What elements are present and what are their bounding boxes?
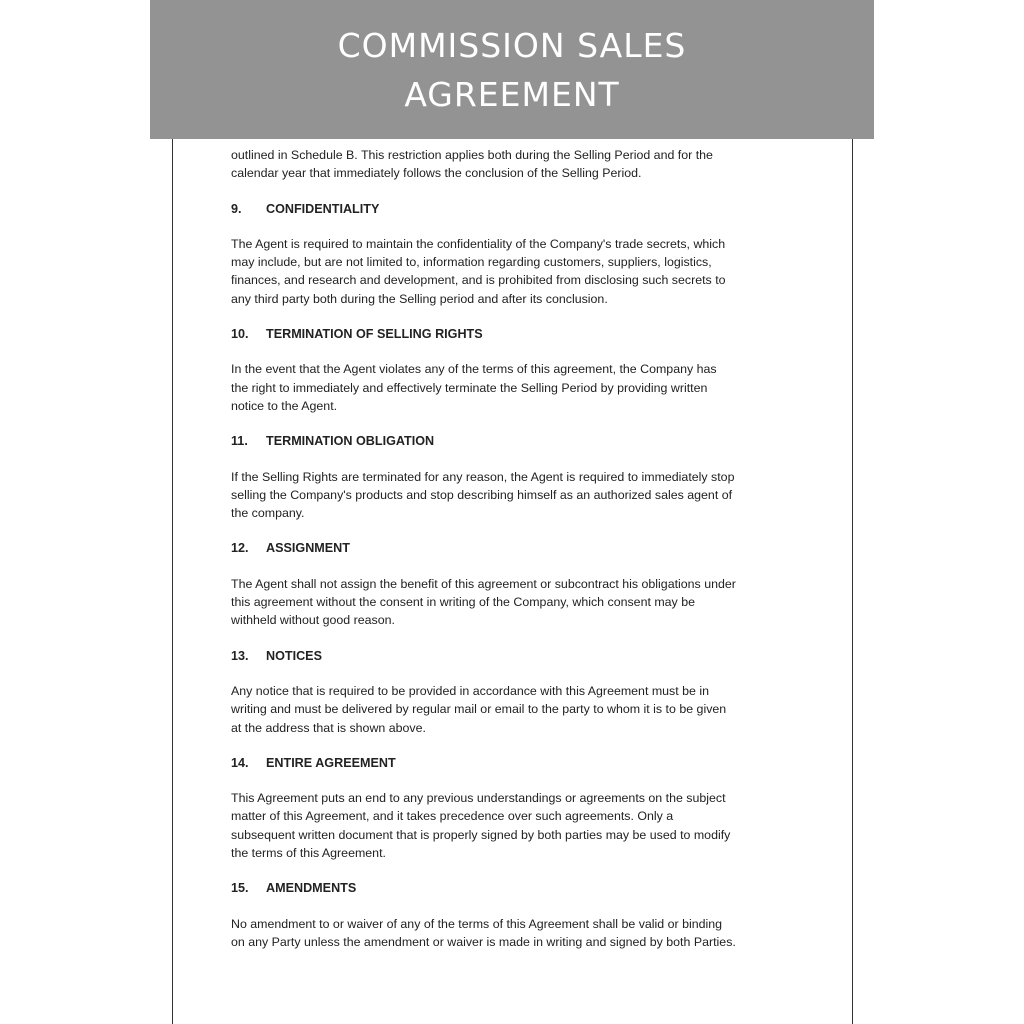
paragraph-line: outlined in Schedule B. This restriction applies both during the Selling Period and for the: [231, 148, 713, 162]
section-number: 14.: [231, 755, 249, 770]
paragraph-line: notice to the Agent.: [231, 398, 338, 413]
section-heading: [231, 647, 797, 665]
section-title: ENTIRE AGREEMENT: [266, 755, 396, 770]
banner-title-line-2: AGREEMENT: [404, 74, 620, 114]
paragraph-line: any third party both during the Selling period and after its conclusion.: [231, 291, 608, 306]
paragraph-line: the right to immediately and effectively terminate the Selling Period by providing written: [231, 380, 708, 395]
section-title: NOTICES: [266, 648, 322, 663]
paragraph-line: Any notice that is required to be provided in accordance with this Agreement must be in: [231, 683, 709, 698]
paragraph-line: may include, but are not limited to, information regarding customers, suppliers, logistics,: [231, 255, 712, 270]
section-paragraph: [231, 468, 797, 523]
section-paragraph: [231, 360, 797, 415]
section-paragraph: [231, 915, 797, 952]
section-heading: [231, 325, 797, 343]
section-number: 13.: [231, 648, 249, 663]
section-number: 12.: [231, 541, 249, 556]
paragraph-line: The Agent is required to maintain the confidentiality of the Company's trade secrets, which: [231, 236, 726, 251]
section-number: 9.: [231, 201, 242, 216]
paragraph-line: If the Selling Rights are terminated for any reason, the Agent is required to immediately stop: [231, 469, 735, 484]
section-heading: [231, 754, 797, 772]
paragraph-line: the terms of this Agreement.: [231, 846, 386, 861]
section-number: 11.: [231, 434, 248, 449]
section-number: 15.: [231, 881, 249, 896]
paragraph-line: No amendment to or waiver of any of the terms of this Agreement shall be valid or binding: [231, 916, 723, 931]
paragraph-line: on any Party unless the amendment or waiver is made in writing and signed by both Parties.: [231, 934, 736, 949]
section-title: AMENDMENTS: [266, 881, 357, 896]
banner-title-line-1: COMMISSION SALES: [337, 25, 687, 65]
section-paragraph: [231, 682, 797, 737]
section-title: ASSIGNMENT: [266, 541, 350, 556]
section-heading: [231, 879, 797, 897]
paragraph-line: calendar year that immediately follows the conclusion of the Selling Period.: [231, 166, 642, 181]
paragraph-line: This Agreement puts an end to any previous understandings or agreements on the subject: [231, 791, 726, 806]
section-paragraph: [231, 575, 797, 630]
title-banner: [150, 0, 874, 139]
paragraph-line: the company.: [231, 506, 305, 521]
document-body: [231, 146, 797, 951]
section-title: CONFIDENTIALITY: [266, 201, 380, 216]
section-paragraph: [231, 789, 797, 862]
section-heading: [231, 200, 797, 218]
section-title: TERMINATION OBLIGATION: [266, 434, 435, 449]
intro-paragraph: [231, 146, 797, 183]
paragraph-line: at the address that is shown above.: [231, 720, 426, 735]
section-heading: [231, 539, 797, 557]
paragraph-line: writing and must be delivered by regular mail or email to the party to whom it is to be given: [231, 702, 727, 717]
paragraph-line: withheld without good reason.: [231, 613, 395, 628]
paragraph-line: subsequent written document that is properly signed by both parties may be used to modify: [231, 827, 731, 842]
paragraph-line: matter of this Agreement, and it takes precedence over such agreements. Only a: [231, 809, 674, 824]
paragraph-line: this agreement without the consent in writing of the Company, which consent may be: [231, 595, 695, 610]
paragraph-line: finances, and research and development, and is prohibited from disclosing such secrets to: [231, 273, 726, 288]
section-number: 10.: [231, 327, 249, 342]
paragraph-line: The Agent shall not assign the benefit of this agreement or subcontract his obligations under: [231, 576, 736, 591]
section-paragraph: [231, 235, 797, 308]
paragraph-line: selling the Company's products and stop describing himself as an authorized sales agent of: [231, 487, 733, 502]
section-title: TERMINATION OF SELLING RIGHTS: [266, 327, 483, 342]
section-heading: [231, 432, 797, 450]
paragraph-line: In the event that the Agent violates any of the terms of this agreement, the Company has: [231, 362, 717, 377]
